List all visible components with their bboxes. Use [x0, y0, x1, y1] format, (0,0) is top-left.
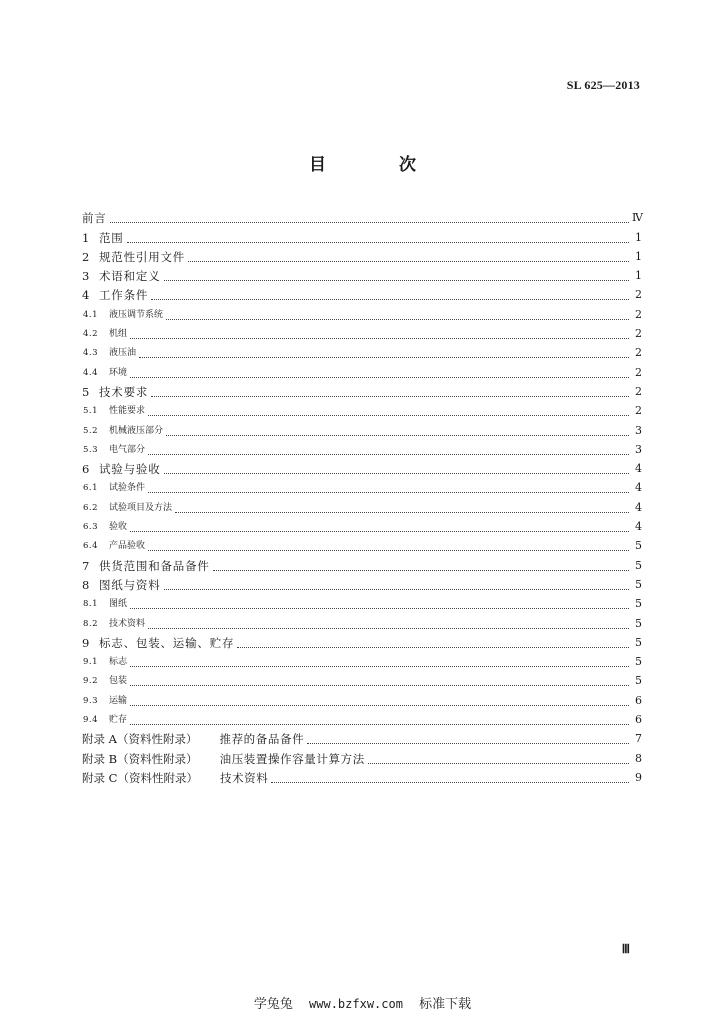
toc-entry[interactable]: [82, 728, 642, 747]
toc-entry[interactable]: [82, 246, 642, 265]
toc-entry-page: 5: [635, 674, 642, 688]
toc-entry-label: [82, 326, 127, 342]
toc-entry-number: 6.4: [83, 541, 99, 552]
toc-entry-number: 附录 A（资料性附录）: [82, 732, 198, 747]
toc-entry-title: 技术资料: [109, 618, 146, 629]
toc-entry-title: 标志、包装、运输、贮存: [99, 635, 235, 650]
toc-entry[interactable]: [82, 632, 642, 651]
toc-entry[interactable]: [82, 284, 642, 303]
toc-entry[interactable]: [82, 709, 642, 728]
toc-entry[interactable]: [82, 342, 642, 361]
toc-leader-dots: [130, 705, 629, 706]
toc-entry-page: 8: [635, 751, 642, 765]
toc-entry-title: 图纸与资料: [99, 577, 161, 592]
toc-entry-page: 1: [635, 269, 642, 283]
toc-entry-page: 2: [635, 327, 642, 341]
toc-entry-title: 范围: [99, 230, 124, 245]
toc-entry-page: 4: [635, 520, 642, 534]
toc-entry[interactable]: [82, 323, 642, 342]
toc-leader-dots: [130, 724, 629, 725]
toc-leader-dots: [175, 512, 629, 513]
toc-entry-label: [82, 365, 127, 381]
toc-leader-dots: [307, 743, 629, 744]
toc-entry-page: 6: [635, 693, 642, 707]
toc-entry-page: 2: [635, 288, 642, 302]
toc-entry-label: [82, 461, 161, 477]
toc-entry-title: 试验项目及方法: [109, 502, 173, 513]
toc-entry[interactable]: [82, 381, 642, 400]
toc-entry-number: 1: [82, 230, 90, 245]
toc-entry-page: 5: [635, 577, 642, 591]
toc-entry-number: 4.4: [83, 367, 99, 378]
toc-entry-page: 2: [635, 307, 642, 321]
toc-entry-page: 5: [635, 597, 642, 611]
toc-entry-number: 6: [82, 462, 90, 477]
toc-entry-title: 液压调节系统: [109, 309, 164, 320]
toc-entry[interactable]: [82, 439, 642, 458]
toc-leader-dots: [188, 261, 629, 262]
toc-entry-label: [82, 596, 127, 612]
toc-entry-number: 附录 B（资料性附录）: [82, 751, 198, 766]
toc-leader-dots: [166, 435, 629, 436]
toc-leader-dots: [139, 357, 629, 358]
toc-entry-label: [82, 673, 127, 689]
toc-entry-number: 6.2: [83, 502, 99, 513]
toc-entry-number: 9: [82, 635, 90, 650]
toc-entry-page: 2: [635, 384, 642, 398]
toc-entry[interactable]: [82, 651, 642, 670]
toc-entry-title: 技术资料: [219, 770, 269, 785]
toc-entry-title: 油压装置操作容量计算方法: [219, 751, 365, 766]
toc-leader-dots: [151, 299, 629, 300]
toc-entry[interactable]: [82, 361, 642, 380]
toc-entry-title: 试验条件: [109, 483, 146, 494]
toc-entry-label: [82, 751, 365, 767]
toc-leader-dots: [148, 415, 629, 416]
toc-leader-dots: [148, 454, 629, 455]
toc-entry-page: 5: [635, 539, 642, 553]
toc-entry-label: [82, 577, 161, 593]
toc-entry-title: 技术要求: [99, 384, 149, 399]
toc-entry-label: [82, 384, 148, 400]
toc-entry-number: 8.1: [83, 599, 99, 610]
toc-entry[interactable]: [82, 670, 642, 689]
toc-entry[interactable]: [82, 226, 642, 245]
toc-entry-label: [82, 693, 127, 709]
toc-entry-title: 图纸: [109, 599, 128, 610]
toc-entry-page: Ⅳ: [632, 211, 643, 225]
toc-leader-dots: [368, 763, 629, 764]
toc-entry[interactable]: [82, 574, 642, 593]
toc-entry-number: 9.3: [83, 695, 99, 706]
toc-leader-dots: [271, 782, 629, 783]
toc-leader-dots: [110, 222, 629, 223]
toc-entry-number: 9.1: [83, 657, 99, 668]
toc-entry-number: 4: [82, 288, 90, 303]
toc-entry-number: 4.3: [83, 348, 99, 359]
toc-entry-number: 2: [82, 249, 90, 264]
toc-entry-page: 4: [635, 481, 642, 495]
toc-entry-label: [82, 654, 127, 670]
toc-entry-number: 4.2: [83, 329, 99, 340]
toc-entry[interactable]: [82, 496, 642, 515]
toc-leader-dots: [130, 666, 629, 667]
watermark: [0, 993, 725, 1012]
toc-entry-page: 2: [635, 404, 642, 418]
toc-entry-page: 2: [635, 365, 642, 379]
toc-entry[interactable]: [82, 516, 642, 535]
toc-leader-dots: [164, 589, 630, 590]
toc-entry[interactable]: [82, 458, 642, 477]
toc-entry-label: [82, 345, 136, 361]
toc-leader-dots: [164, 280, 630, 281]
toc-entry-title: 标志: [109, 657, 128, 668]
toc-entry[interactable]: [82, 265, 642, 284]
toc-entry-number: 8: [82, 577, 90, 592]
toc-entry[interactable]: [82, 593, 642, 612]
toc-entry[interactable]: [82, 612, 642, 631]
toc-entry-page: 3: [635, 442, 642, 456]
toc-entry-number: 9.2: [83, 676, 99, 687]
toc-title: 目 次: [309, 155, 444, 175]
toc-entry-page: 1: [635, 230, 642, 244]
toc-entry[interactable]: [82, 554, 642, 573]
toc-entry-number: 6.3: [83, 522, 99, 533]
toc-entry-title: 规范性引用文件: [99, 249, 186, 264]
toc-entry-label: [82, 635, 234, 651]
toc-entry-label: [82, 500, 172, 516]
toc-entry-number: 8.2: [83, 618, 99, 629]
toc-entry-number: 5: [82, 384, 90, 399]
toc-leader-dots: [166, 319, 629, 320]
toc-entry-title: 电气部分: [109, 444, 146, 455]
toc-entry-label: [82, 403, 145, 419]
toc-entry-number: 9.4: [83, 715, 99, 726]
toc-entry-number: 5.1: [83, 406, 99, 417]
toc-entry-label: [82, 480, 145, 496]
toc-entry-number: 4.1: [83, 309, 99, 320]
toc-entry-label: [82, 307, 163, 323]
toc-entry-title: 环境: [109, 367, 128, 378]
toc-entry[interactable]: [82, 535, 642, 554]
toc-entry-page: 4: [635, 500, 642, 514]
toc-leader-dots: [237, 647, 629, 648]
toc-entry[interactable]: [82, 747, 642, 766]
toc-entry-label: [82, 230, 124, 246]
toc-entry-title: 包装: [109, 676, 128, 687]
toc-entry-number: 附录 C（资料性附录）: [82, 770, 198, 785]
toc-entry-title: 机组: [109, 329, 128, 340]
toc-entry-title: 试验与验收: [99, 462, 161, 477]
toc-entry[interactable]: [82, 400, 642, 419]
toc-entry[interactable]: [82, 419, 642, 438]
toc-leader-dots: [148, 628, 629, 629]
toc-entry[interactable]: [82, 477, 642, 496]
toc-entry-label: [82, 249, 185, 265]
toc-entry-page: 3: [635, 423, 642, 437]
watermark-url: www.bzfxw.com: [309, 997, 403, 1011]
toc-leader-dots: [148, 492, 629, 493]
toc-leader-dots: [130, 608, 629, 609]
toc-leader-dots: [130, 338, 629, 339]
toc-leader-dots: [130, 377, 629, 378]
toc-entry-number: 6.1: [83, 483, 99, 494]
toc-entry-page: 4: [635, 462, 642, 476]
toc-leader-dots: [213, 570, 629, 571]
table-of-contents: [82, 207, 642, 786]
toc-entry-title: 产品验收: [109, 541, 146, 552]
toc-entry-page: 2: [635, 346, 642, 360]
toc-entry-label: [82, 770, 268, 786]
toc-entry-label: [82, 731, 304, 747]
toc-entry-title: 贮存: [109, 715, 128, 726]
toc-entry-label: [82, 423, 163, 439]
toc-entry-page: 5: [635, 616, 642, 630]
toc-entry-number: 3: [82, 269, 90, 284]
toc-entry-page: 5: [635, 558, 642, 572]
toc-entry-title: 供货范围和备品备件: [99, 558, 210, 573]
toc-entry-label: [82, 558, 210, 574]
toc-leader-dots: [130, 531, 629, 532]
toc-entry[interactable]: [82, 303, 642, 322]
toc-entry-title: 前言: [82, 211, 107, 226]
toc-entry-page: 5: [635, 655, 642, 669]
watermark-site: 学兔兔: [253, 997, 293, 1012]
toc-entry-title: 工作条件: [99, 288, 149, 303]
toc-entry-title: 液压油: [109, 348, 137, 359]
toc-leader-dots: [148, 550, 629, 551]
toc-leader-dots: [130, 685, 629, 686]
toc-entry-label: [82, 616, 145, 632]
toc-entry[interactable]: [82, 207, 642, 226]
toc-entry-title: 性能要求: [109, 406, 146, 417]
toc-leader-dots: [151, 396, 629, 397]
toc-entry-label: [82, 442, 145, 458]
toc-entry-title: 运输: [109, 695, 128, 706]
toc-entry-label: [82, 287, 148, 303]
toc-entry-label: [82, 268, 161, 284]
toc-entry-label: [82, 519, 127, 535]
toc-entry-label: [82, 210, 107, 226]
toc-leader-dots: [164, 473, 630, 474]
toc-entry-number: 5.3: [83, 444, 99, 455]
toc-entry-title: 验收: [109, 522, 128, 533]
toc-entry-label: [82, 712, 127, 728]
document-code: SL 625—2013: [566, 78, 640, 92]
toc-entry-title: 机械液压部分: [109, 425, 164, 436]
toc-entry[interactable]: [82, 767, 642, 786]
toc-entry-label: [82, 538, 145, 554]
toc-entry-title: 推荐的备品备件: [219, 732, 305, 747]
toc-entry[interactable]: [82, 689, 642, 708]
toc-entry-title: 术语和定义: [99, 269, 161, 284]
toc-entry-page: 7: [635, 732, 642, 746]
toc-entry-page: 6: [635, 713, 642, 727]
toc-entry-number: 7: [82, 558, 90, 573]
toc-leader-dots: [127, 242, 629, 243]
toc-entry-page: 1: [635, 249, 642, 263]
toc-entry-page: 5: [635, 635, 642, 649]
watermark-tag: 标准下载: [419, 997, 472, 1012]
toc-entry-page: 9: [635, 770, 642, 784]
toc-entry-number: 5.2: [83, 425, 99, 436]
page-number: Ⅲ: [621, 942, 630, 956]
